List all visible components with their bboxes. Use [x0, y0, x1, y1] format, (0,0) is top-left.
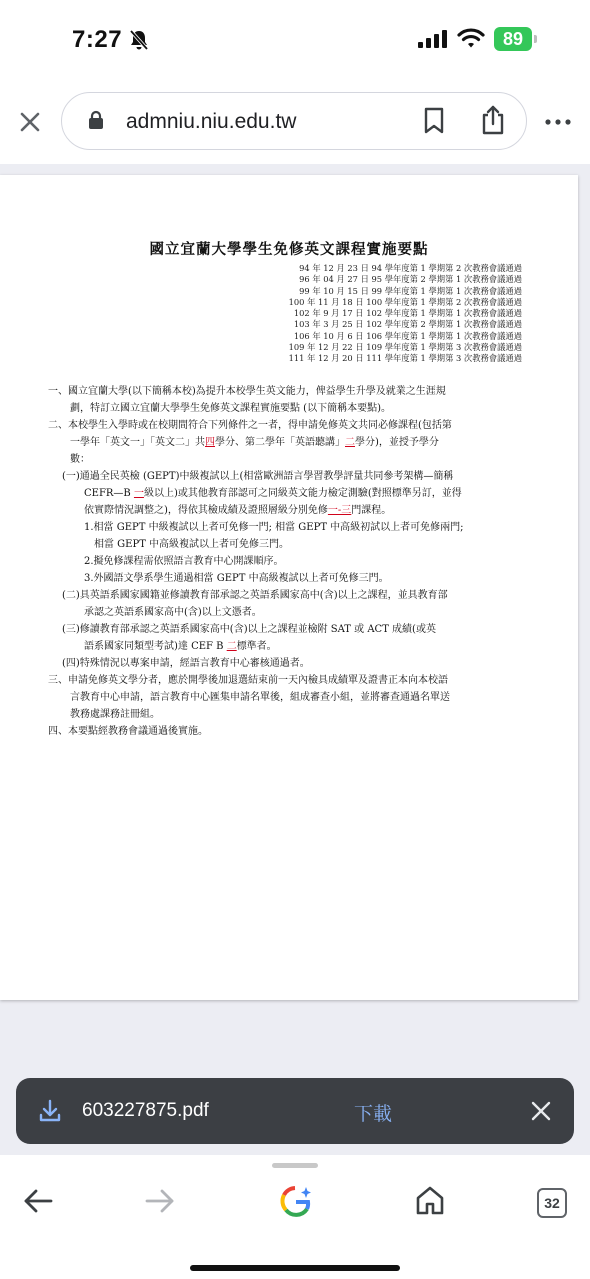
- history-line: 103 年 3 月 25 日 102 學年度第 2 學期第 1 次教務會議通過: [293, 319, 522, 330]
- document-title: 國立宜蘭大學學生免修英文課程實施要點: [149, 241, 429, 258]
- cellular-signal-icon: [418, 30, 448, 48]
- document-body: [48, 383, 530, 740]
- revised-text: 二: [345, 437, 355, 448]
- status-bar: [0, 0, 590, 78]
- history-line: 96 年 04 月 27 日 95 學年度第 2 學期第 1 次教務會議通過: [299, 274, 522, 285]
- google-lens-icon[interactable]: [278, 1184, 314, 1220]
- bookmark-icon[interactable]: [423, 107, 445, 135]
- pdf-page: [0, 175, 578, 1000]
- revised-text: 一: [133, 488, 144, 499]
- history-line: 102 年 9 月 17 日 102 學年度第 1 學期第 1 次教務會議通過: [293, 308, 522, 319]
- article-3-line: 言教育中心申請，語言教育中心匯集申請名單後，組成審查小組，並將審查通過名單送: [70, 692, 450, 703]
- item-1-line: (一)通過全民英檢 (GEPT)中級複試以上(相當歐洲語言學習教學評量共同參考架構—簡稱: [62, 471, 454, 482]
- history-line: 111 年 12 月 20 日 111 學年度第 1 學期第 3 次教務會議通過: [288, 353, 522, 364]
- item-2-line: 承認之英語系國家高中(含)以上文憑者。: [84, 607, 262, 618]
- lock-icon: [88, 110, 104, 130]
- close-icon[interactable]: [14, 106, 46, 138]
- article-3-line: 三、申請免修英文學分者，應於開學後加退選結束前一天內檢具成績單及證書正本向本校語: [48, 675, 448, 686]
- item-3-line: 語系國家同類型考試)達 CEF B 二標準者。: [84, 641, 277, 652]
- article-2-line: 數：: [70, 454, 90, 465]
- revised-text: 四: [205, 437, 215, 448]
- browser-toolbar: [0, 78, 590, 164]
- sub-item-line: 相當 GEPT 中高級複試以上者可免修三門。: [94, 539, 290, 550]
- url-text: admniu.niu.edu.tw: [126, 110, 297, 133]
- address-bar[interactable]: [61, 92, 527, 150]
- drag-handle[interactable]: [272, 1163, 318, 1168]
- article-3-line: 教務處課務註冊組。: [70, 709, 160, 720]
- history-line: 100 年 11 月 18 日 100 學年度第 1 學期第 2 次教務會議通過: [288, 296, 522, 307]
- item-1-line: 依實際情況調整之)，得依其檢成績及證照層級分別免修一-三門課程。: [84, 505, 392, 516]
- tab-switcher-button[interactable]: 32: [537, 1188, 567, 1218]
- status-time: 7:27: [72, 26, 123, 53]
- article-2-line: 二、本校學生入學時或在校期間符合下列條件之一者，得申請免修英文共同必修課程(包括第: [48, 420, 452, 431]
- bottom-toolbar: [0, 1155, 590, 1279]
- download-filename: 603227875.pdf: [82, 1100, 209, 1121]
- sub-item-line: 1.相當 GEPT 中級複試以上者可免修一門; 相當 GEPT 中高級初試以上者可免修兩門;: [84, 522, 464, 533]
- wifi-icon: [457, 27, 485, 49]
- more-icon[interactable]: [545, 118, 571, 126]
- article-1-line: 一、國立宜蘭大學(以下簡稱本校)為提升本校學生英文能力，俾益學生升學及就業之生涯規: [48, 386, 446, 397]
- close-icon[interactable]: [530, 1100, 552, 1122]
- article-4-line: 四、本要點經教務會議通過後實施。: [48, 726, 208, 737]
- revision-history: [289, 263, 522, 365]
- history-line: 109 年 12 月 22 日 109 學年度第 1 學期第 3 次教務會議通過: [288, 342, 522, 353]
- share-icon[interactable]: [480, 104, 506, 136]
- home-icon[interactable]: [414, 1184, 446, 1216]
- item-2-line: (二)具英語系國家國籍並修讀教育部承認之英語系國家高中(含)以上之課程，並具教育部: [62, 590, 448, 601]
- battery-tip: [534, 35, 537, 43]
- back-arrow-icon[interactable]: [22, 1187, 54, 1215]
- download-icon: [38, 1099, 62, 1123]
- history-line: 106 年 10 月 6 日 106 學年度第 1 學期第 1 次教務會議通過: [293, 330, 522, 341]
- battery-indicator: 89: [494, 27, 532, 51]
- history-line: 94 年 12 月 23 日 94 學年度第 1 學期第 2 次教務會議通過: [299, 263, 522, 273]
- item-3-line: (三)修讀教育部承認之英語系國家高中(含)以上之課程並檢附 SAT 或 ACT 成績(或英: [62, 624, 436, 635]
- sub-item-line: 2.擬免修課程需依照語言教育中心開課順序。: [84, 556, 284, 567]
- history-line: 99 年 10 月 15 日 99 學年度第 1 學期第 1 次教務會議通過: [299, 285, 522, 296]
- download-button[interactable]: 下載: [354, 1104, 393, 1125]
- forward-arrow-icon[interactable]: [144, 1187, 176, 1215]
- article-2-line: 一學年「英文一」「英文二」共四學分、第二學年「英語聽講」二學分)，並授予學分: [70, 437, 439, 448]
- download-bar: [16, 1078, 574, 1144]
- bell-slash-icon: [128, 29, 150, 51]
- item-4-line: (四)特殊情況以專案申請，經語言教育中心審核通過者。: [62, 658, 310, 669]
- revised-text: 二: [226, 641, 237, 652]
- article-1-line: 劃，特訂立國立宜蘭大學學生免修英文課程實施要點 (以下簡稱本要點)。: [70, 403, 391, 414]
- sub-item-line: 3.外國語文學系學生通過相當 GEPT 中高級複試以上者可免修三門。: [84, 573, 389, 584]
- revised-text: 一-三: [327, 505, 352, 516]
- home-indicator[interactable]: [190, 1265, 400, 1271]
- item-1-line: CEFR—B 一級以上)或其他教育部認可之同級英文能力檢定測驗(對照標準另訂，並得: [84, 488, 462, 499]
